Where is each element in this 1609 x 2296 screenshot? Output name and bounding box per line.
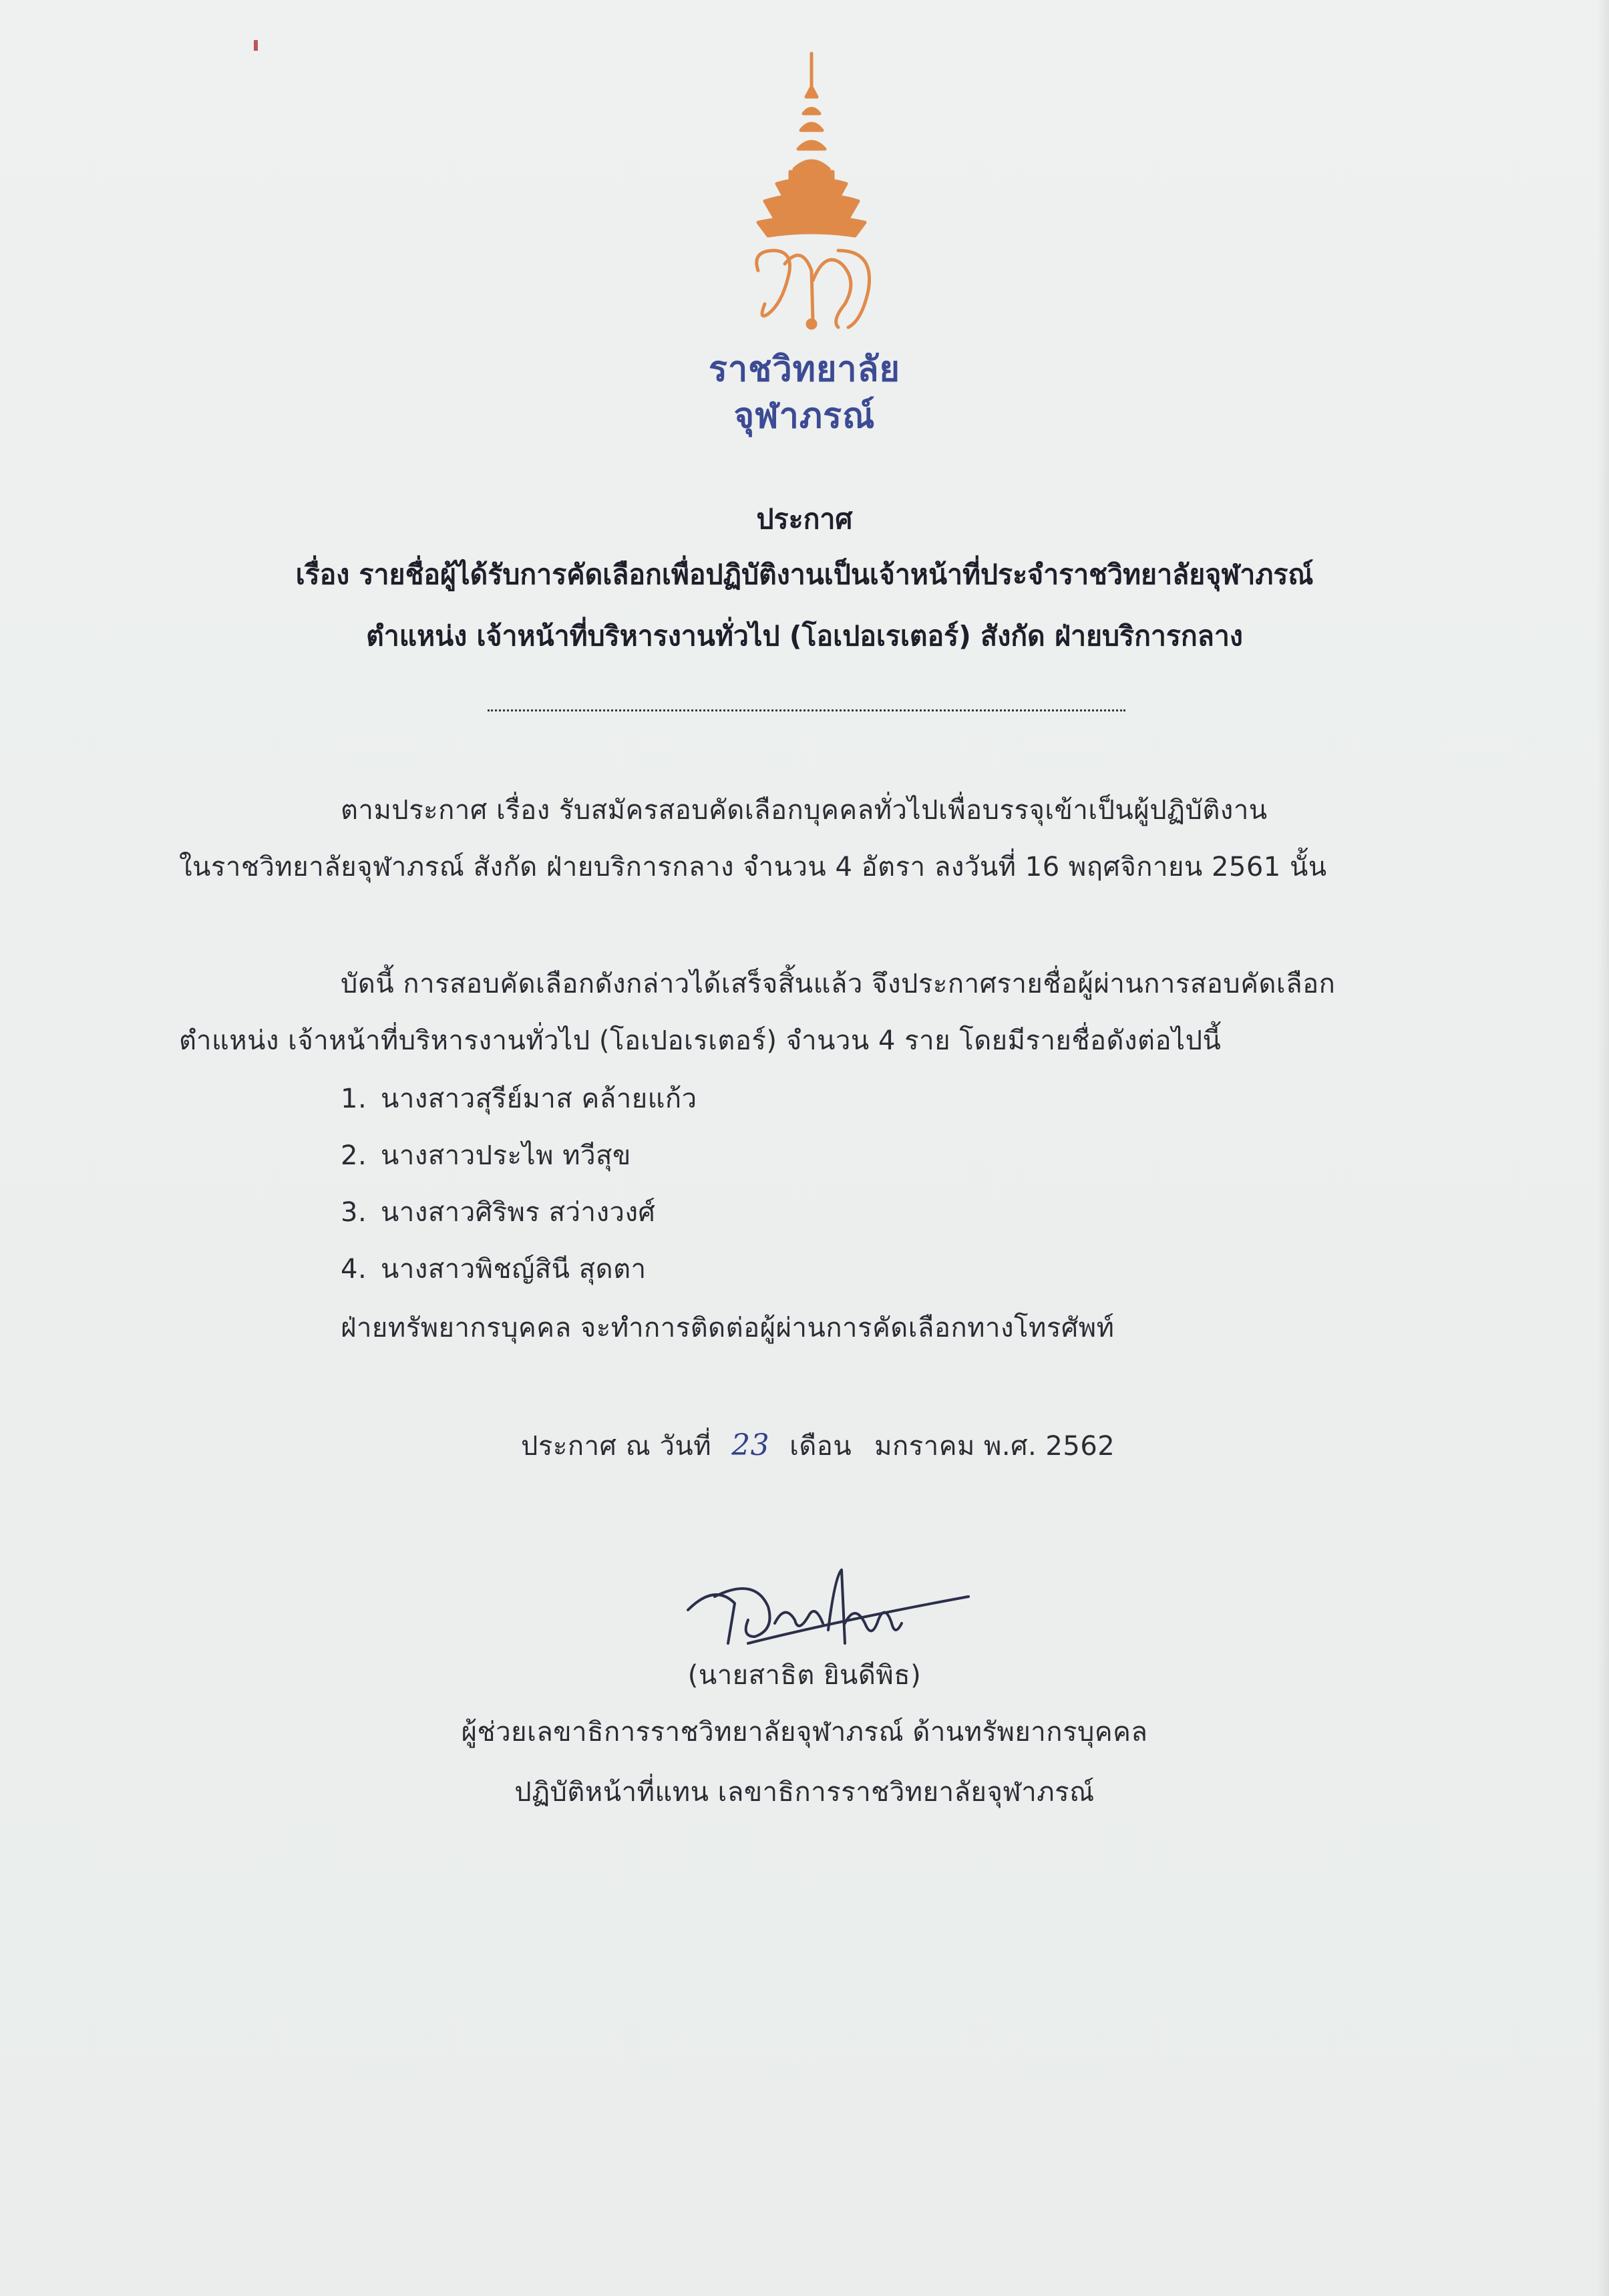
university-name-line2: จุฬาภรณ์ [733,396,876,436]
list-item [341,1077,697,1120]
list-item-number: 2. [341,1140,367,1171]
announcement-position: ตำแหน่ง เจ้าหน้าที่บริหารงานทั่วไป (โอเปอเรเตอร์) สังกัด ฝ่ายบริการกลาง [366,620,1243,652]
announcement-title: ประกาศ [756,503,853,535]
date-month-year: มกราคม พ.ศ. 2562 [874,1431,1115,1462]
dotted-divider [488,709,1125,711]
paragraph1-line2: ในราชวิทยาลัยจุฬาภรณ์ สังกัด ฝ่ายบริการกลาง จำนวน 4 อัตรา ลงวันที่ 16 พฤศจิกายน 2561 นั้น [179,852,1327,882]
signer-title-line2: ปฏิบัติหน้าที่แทน เลขาธิการราชวิทยาลัยจุฬาภรณ์ [514,1777,1095,1808]
list-item-name: นางสาวพิชญ์สินี สุดตา [381,1254,647,1285]
paragraph1-line1: ตามประกาศ เรื่อง รับสมัครสอบคัดเลือกบุคคลทั่วไปเพื่อบรรจุเข้าเป็นผู้ปฏิบัติงาน [341,795,1268,826]
list-item [341,1190,655,1233]
list-item-number: 1. [341,1084,367,1114]
announcement-date [521,1424,1115,1467]
contact-note: ฝ่ายทรัพยากรบุคคล จะทำการติดต่อผู้ผ่านการคัดเลือกทางโทรศัพท์ [341,1313,1115,1343]
signer-name: (นายสาธิต ยินดีพิธ) [687,1660,922,1691]
paragraph2-line1: บัดนี้ การสอบคัดเลือกดังกล่าวได้เสร็จสิ้นแล้ว จึงประกาศรายชื่อผู้ผ่านการสอบคัดเลือก [341,969,1336,999]
list-item-name: นางสาวศิริพร สว่างวงศ์ [381,1197,656,1228]
list-item [341,1247,647,1290]
announcement-subject: เรื่อง รายชื่อผู้ได้รับการคัดเลือกเพื่อปฏิบัติงานเป็นเจ้าหน้าที่ประจำราชวิทยาลัยจุฬาภรณ์ [295,558,1314,591]
university-name-line1: ราชวิทยาลัย [709,349,900,389]
list-item-number: 3. [341,1197,367,1228]
list-item-name: นางสาวประไพ ทวีสุข [381,1140,631,1171]
date-month-label: เดือน [789,1431,852,1462]
list-item-number: 4. [341,1254,367,1285]
signer-title-line1: ผู้ช่วยเลขาธิการราชวิทยาลัยจุฬาภรณ์ ด้านทรัพยากรบุคคล [461,1717,1148,1748]
university-emblem-icon [738,50,885,344]
date-prefix: ประกาศ ณ วันที่ [521,1431,712,1462]
handwritten-day: 23 [731,1428,770,1462]
list-item [341,1134,631,1176]
paragraph2-line2: ตำแหน่ง เจ้าหน้าที่บริหารงานทั่วไป (โอเปอเรเตอร์) จำนวน 4 ราย โดยมีรายชื่อดังต่อไปนี้ [179,1025,1222,1056]
paper-mark [254,40,258,51]
list-item-name: นางสาวสุรีย์มาส คล้ายแก้ว [381,1084,697,1114]
